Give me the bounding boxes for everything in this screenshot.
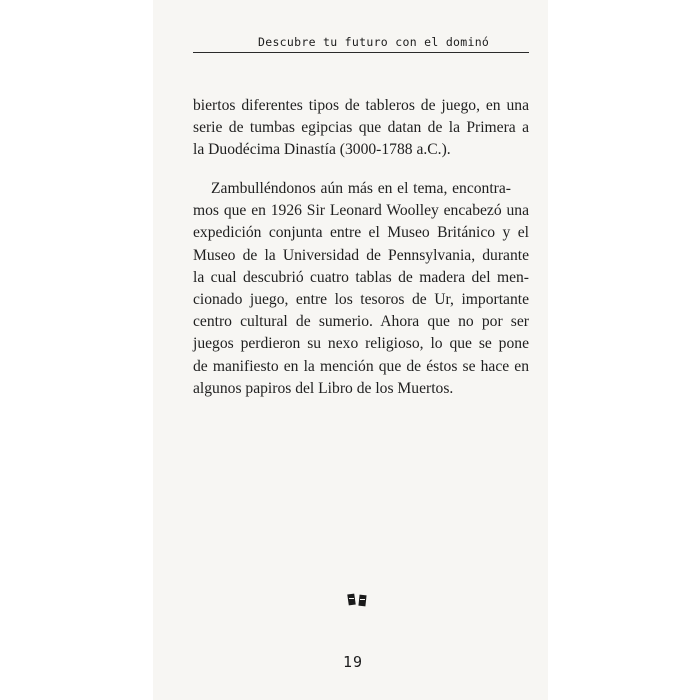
text-line: juegos perdieron su nexo religioso, lo que se pone — [193, 335, 529, 353]
text-line: Zambulléndonos aún más en el tema, encontra- — [211, 180, 511, 197]
text-line: serie de tumbas egipcias que datan de la Primera a — [193, 119, 529, 137]
running-header: Descubre tu futuro con el dominó — [258, 35, 490, 49]
header-rule — [193, 52, 529, 53]
text-line: cionado juego, entre los tesoros de Ur, importante — [193, 291, 529, 309]
paragraph-1 — [193, 95, 529, 162]
text-line: de manifiesto en la mención que de éstos se hace en — [193, 357, 529, 375]
text-line: la cual descubrió cuatro tablas de madera del men- — [193, 268, 529, 286]
text-line: centro cultural de sumerio. Ahora que no por ser — [193, 313, 529, 331]
text-line: la Duodécima Dinastía (3000-1788 a.C.). — [193, 141, 451, 159]
text-line: mos que en 1926 Sir Leonard Woolley encabezó una — [193, 202, 529, 220]
text-line: expedición conjunta entre el Museo Británico y el — [193, 224, 529, 242]
paragraph-2 — [193, 178, 529, 400]
text-line: biertos diferentes tipos de tableros de juego, en una — [193, 97, 529, 114]
text-line: Museo de la Universidad de Pennsylvania, durante — [193, 246, 529, 264]
page-number: 19 — [343, 653, 364, 671]
text-line: algunos papiros del Libro de los Muertos. — [193, 379, 454, 397]
